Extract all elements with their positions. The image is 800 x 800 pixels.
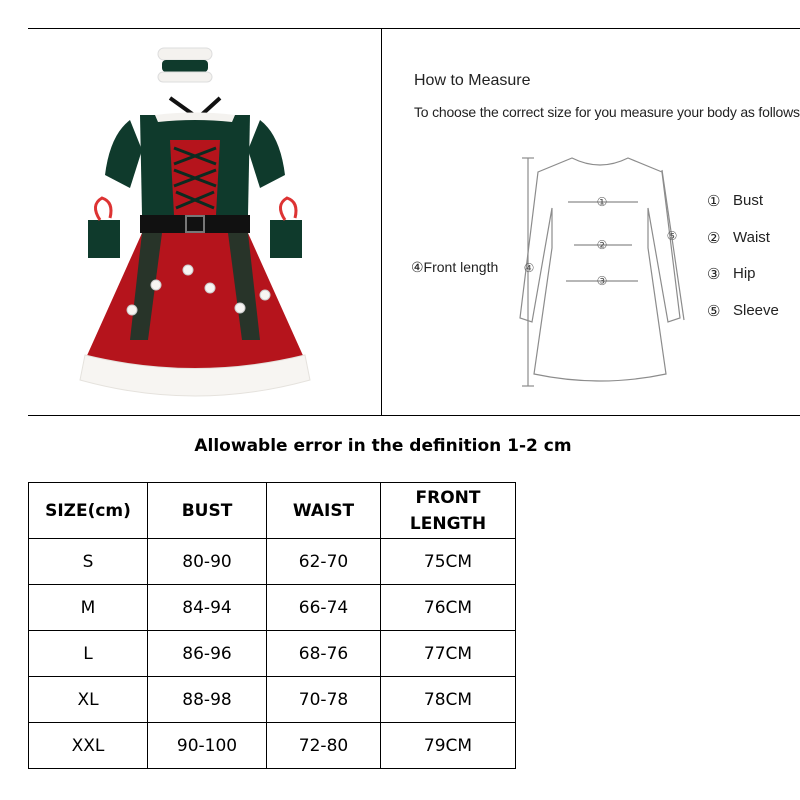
table-header-row [29,483,516,539]
legend-item-bust [707,192,779,229]
candy-cane-right [280,198,296,220]
legend-label: Waist [733,228,770,246]
table-row [29,539,516,585]
cell-waist: 66-74 [267,585,381,631]
cell-front-length: 76CM [381,585,516,631]
legend-num: ① [707,193,721,210]
size-table [28,482,516,769]
cell-front-length: 79CM [381,723,516,769]
candy-cane-left [95,198,111,220]
cell-size: S [29,539,148,585]
dress-outline [520,158,680,381]
table-row [29,723,516,769]
legend-num: ③ [707,266,721,283]
cell-waist: 70-78 [267,677,381,723]
legend-label: Sleeve [733,301,779,319]
table-row [29,631,516,677]
legend-item-sleeve [707,302,779,339]
legend-label: Hip [733,265,756,282]
bottom-divider [28,415,800,416]
panel-divider [381,28,382,416]
cell-bust: 84-94 [148,585,267,631]
cell-waist: 68-76 [267,631,381,677]
right-cuff [270,220,302,258]
cell-bust: 86-96 [148,631,267,677]
header-size: SIZE(cm) [29,483,148,539]
right-sleeve [248,120,285,188]
legend-num: ② [707,229,721,247]
header-bust: BUST [148,483,267,539]
cell-waist: 62-70 [267,539,381,585]
cell-bust: 88-98 [148,677,267,723]
sleeve-arrow [662,170,684,320]
marker-front-length: ④ [523,261,535,275]
cell-size: L [29,631,148,677]
allowable-error-text: Allowable error in the definition 1-2 cm [194,436,572,456]
cell-waist: 72-80 [267,723,381,769]
cell-size: XL [29,677,148,723]
cell-size: M [29,585,148,631]
belt [140,215,250,233]
marker-hip: ③ [596,274,608,288]
headband-fur [158,48,212,60]
header-front-length: FRONT LENGTH [381,483,516,539]
measure-subtitle: To choose the correct size for you measure your body as follows [414,104,800,120]
cell-bust: 80-90 [148,539,267,585]
cell-front-length: 75CM [381,539,516,585]
legend-item-hip [707,265,779,302]
measure-legend [707,192,779,338]
cell-bust: 90-100 [148,723,267,769]
cell-size: XXL [29,723,148,769]
marker-waist: ② [596,238,608,252]
table-row [29,677,516,723]
measure-title: How to Measure [414,72,531,89]
left-sleeve [105,120,142,188]
legend-num: ⑤ [707,302,721,320]
dress-product-image [70,40,320,405]
table-row [29,585,516,631]
front-length-label: ④Front length [411,259,499,275]
legend-label: Bust [733,192,764,209]
marker-sleeve: ⑤ [666,229,678,243]
legend-item-waist [707,229,779,266]
marker-bust: ① [596,195,608,209]
allowable-error-heading [0,436,800,456]
header-waist: WAIST [267,483,381,539]
headband-band [162,60,208,72]
top-divider [28,28,800,29]
left-cuff [88,220,120,258]
cell-front-length: 77CM [381,631,516,677]
cell-front-length: 78CM [381,677,516,723]
